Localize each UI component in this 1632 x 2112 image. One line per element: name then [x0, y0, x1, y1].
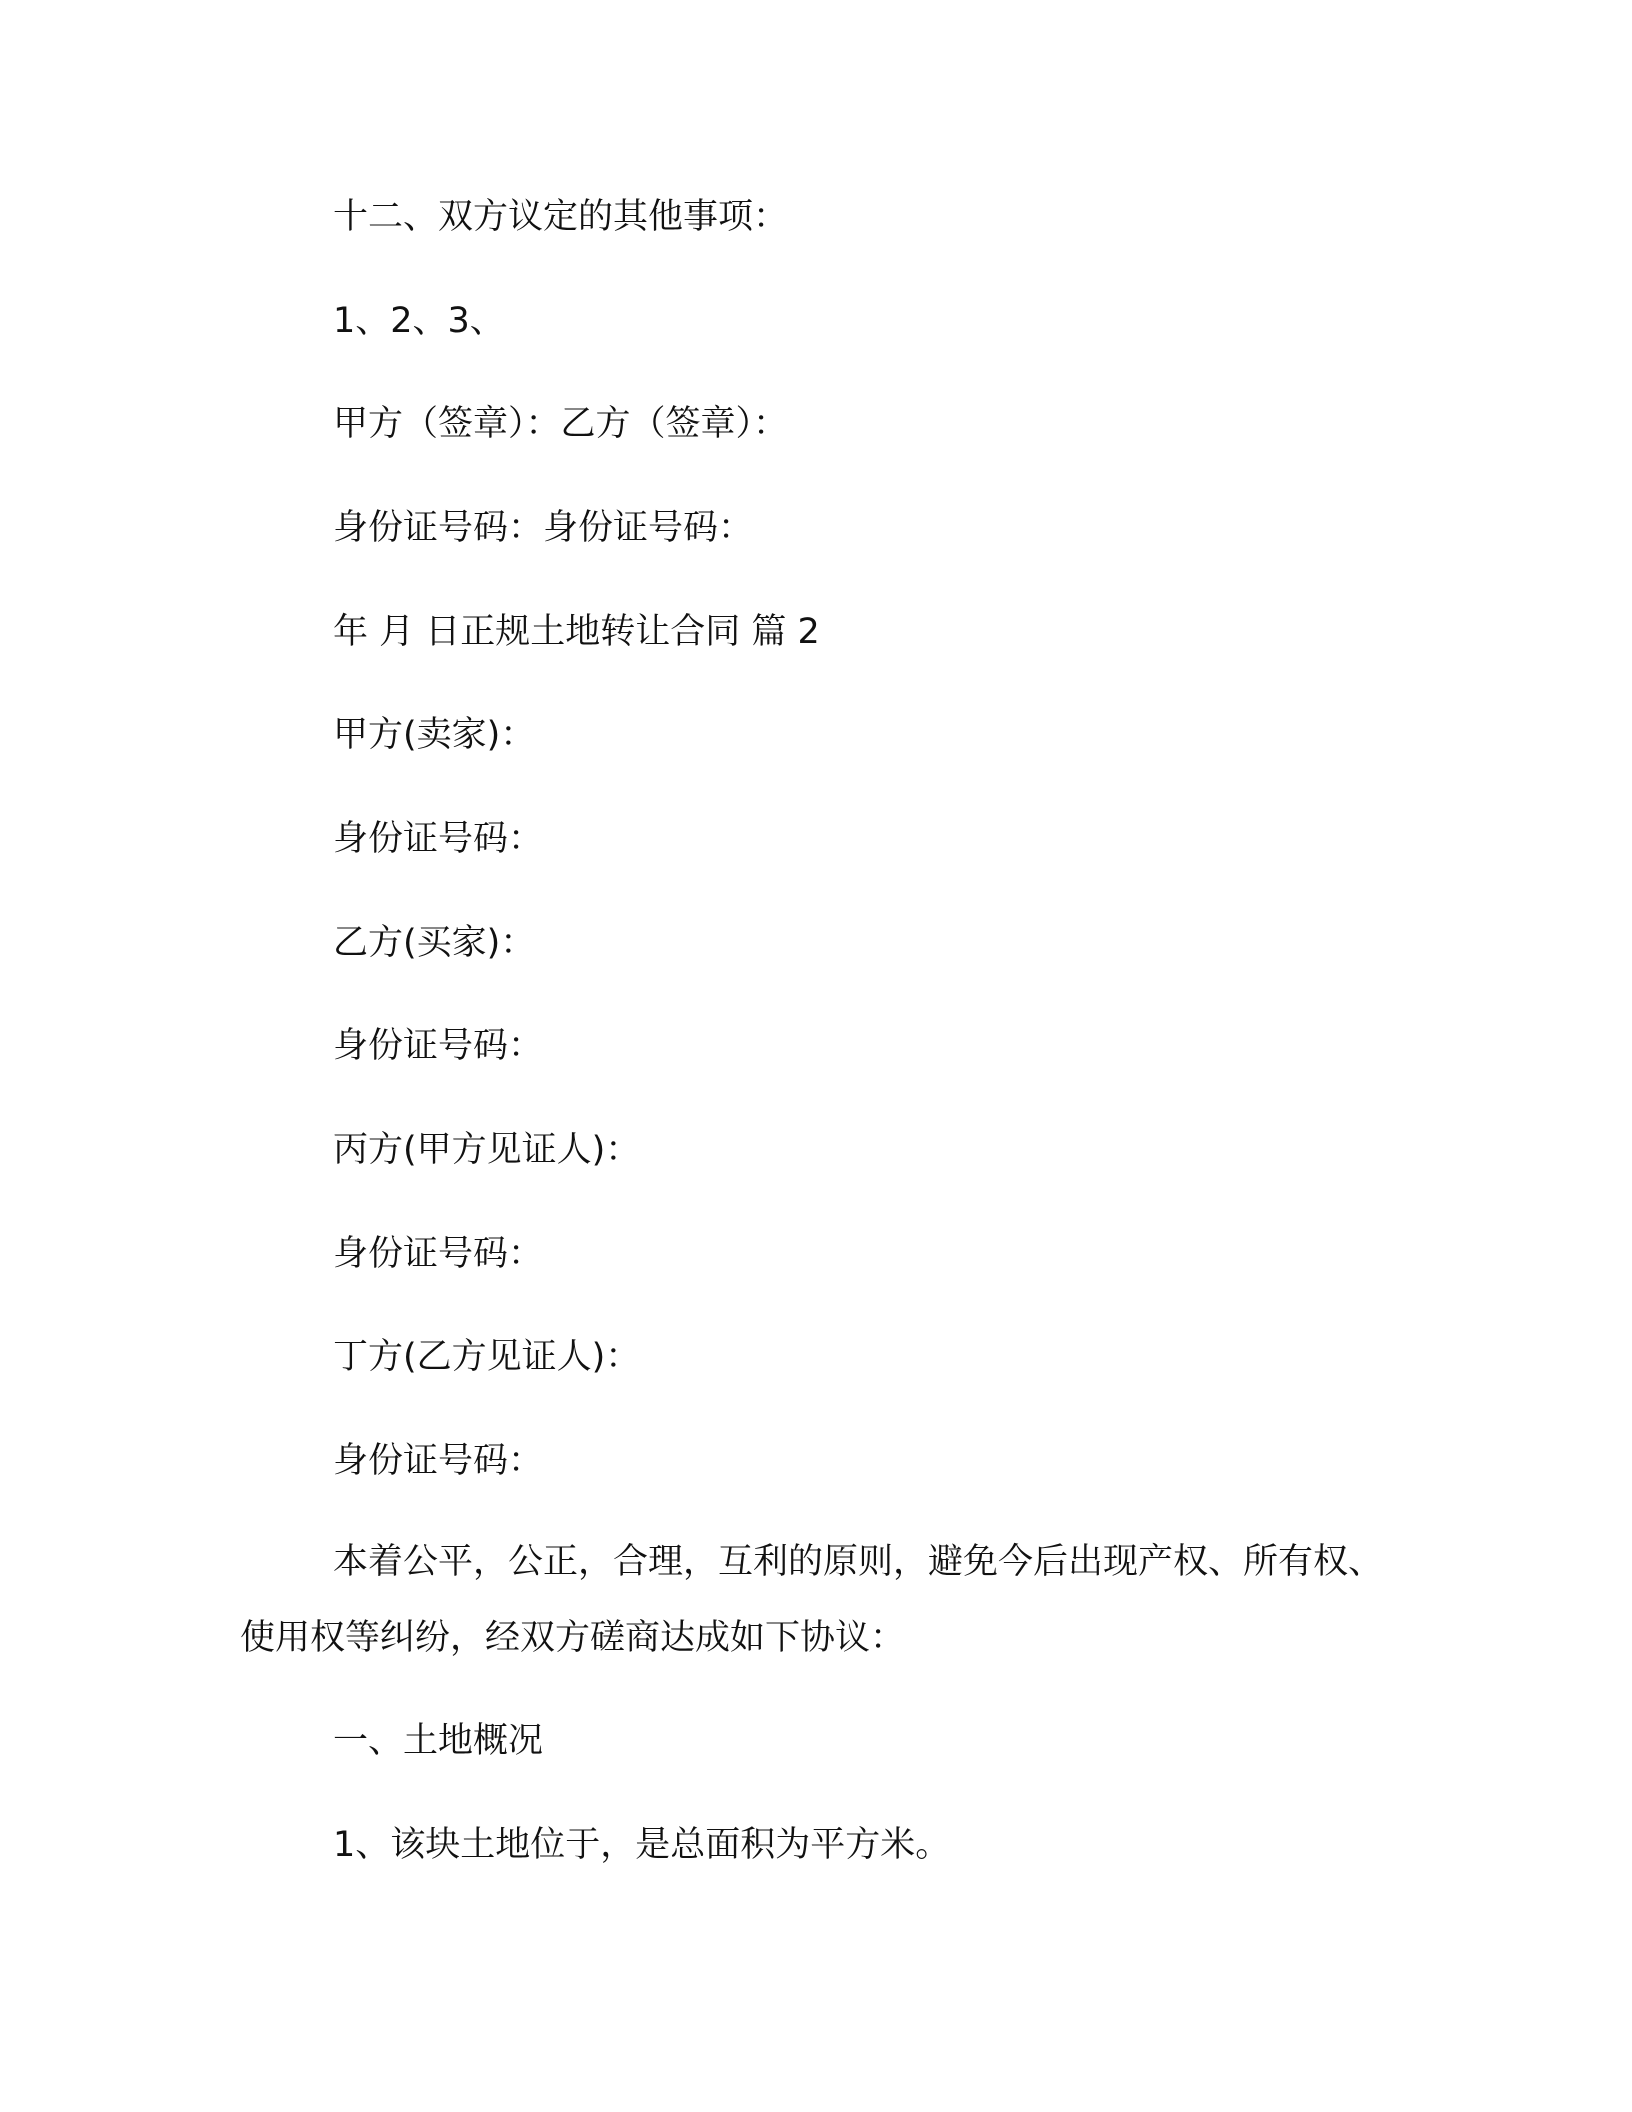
party-a-seller: 甲方(卖家)： [333, 715, 536, 755]
party-d-witness: 丁方(乙方见证人)： [333, 1337, 641, 1377]
party-c-id-number: 身份证号码： [333, 1234, 544, 1274]
agreement-preamble: 本着公平，公正，合理，互利的原则，避免今后出现产权、所有权、使用权等纠纷，经双方磋商达成如下协议： [240, 1542, 1384, 1658]
clause-12-heading: 十二、双方议定的其他事项： [333, 197, 789, 237]
signature-line: 甲方（签章）：乙方（签章）： [333, 404, 789, 444]
party-c-witness: 丙方(甲方见证人)： [333, 1130, 641, 1170]
id-number-line: 身份证号码：身份证号码： [333, 508, 754, 548]
clause-12-items: 1、2、3、 [333, 301, 505, 341]
party-d-id-number: 身份证号码： [333, 1441, 544, 1481]
section-heading-land-overview: 一、土地概况 [333, 1721, 544, 1761]
party-b-buyer: 乙方(买家)： [333, 923, 536, 963]
party-b-id-number: 身份证号码： [333, 1026, 544, 1066]
date-and-title-line: 年 月 日正规土地转让合同 篇 2 [333, 612, 820, 652]
land-overview-item-1: 1、该块土地位于，是总面积为平方米。 [333, 1825, 951, 1865]
party-a-id-number: 身份证号码： [333, 819, 544, 859]
